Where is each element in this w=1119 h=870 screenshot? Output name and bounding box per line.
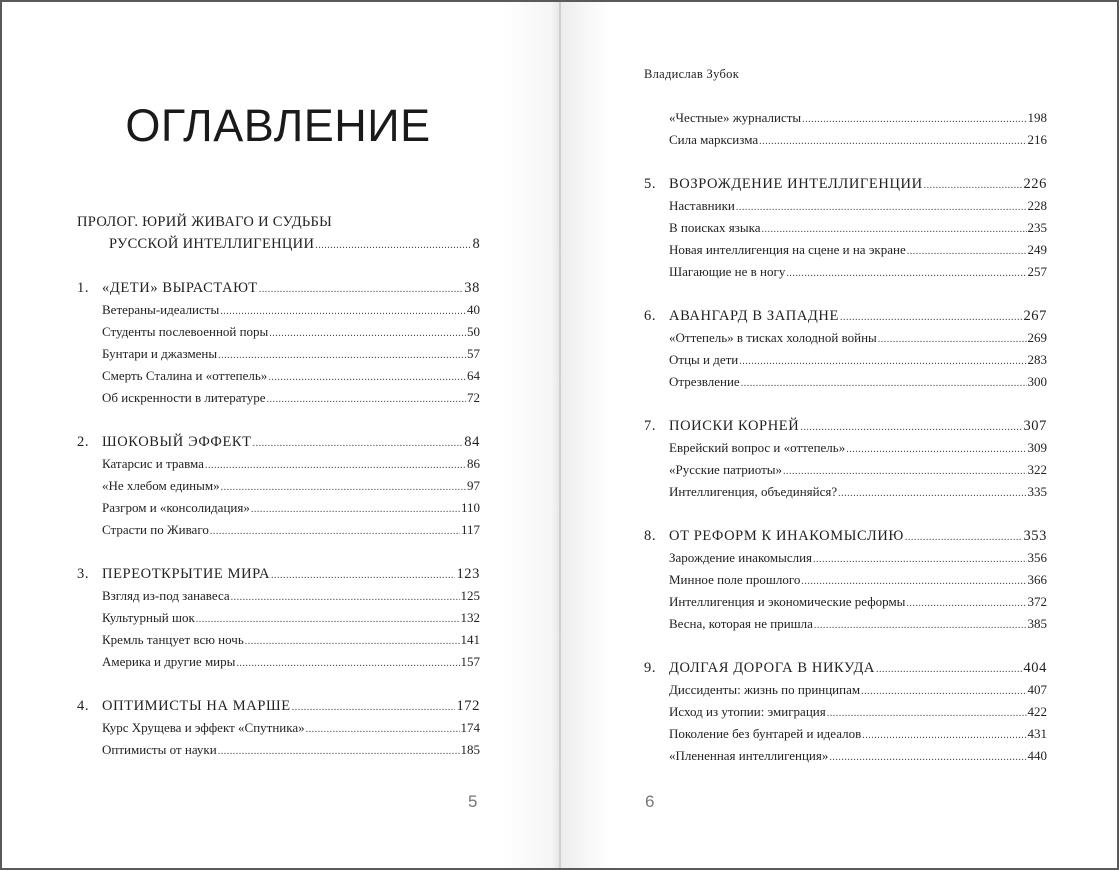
page-number: 267 bbox=[1023, 308, 1047, 324]
prolog-title-line2: РУССКОЙ ИНТЕЛЛИГЕНЦИИ bbox=[109, 236, 315, 252]
page-number: 404 bbox=[1023, 660, 1047, 676]
right-page bbox=[561, 2, 1117, 868]
entry-title: Взгляд из-под занавеса bbox=[102, 588, 230, 603]
entry-title: Оптимисты от науки bbox=[102, 742, 217, 757]
toc-continued bbox=[644, 107, 1047, 151]
toc-section-entry[interactable] bbox=[644, 745, 1047, 767]
dot-leader bbox=[838, 483, 1026, 505]
page-number: 57 bbox=[467, 346, 480, 361]
dot-leader bbox=[271, 565, 455, 587]
entry-title: ПЕРЕОТКРЫТИЕ МИРА bbox=[102, 566, 271, 582]
page-number: 185 bbox=[460, 742, 480, 757]
toc-chapter-entry[interactable] bbox=[77, 695, 480, 717]
toc-section-entry[interactable] bbox=[77, 321, 480, 343]
toc-chapter-group bbox=[77, 277, 480, 409]
entry-title: Зарождение инакомыслия bbox=[669, 550, 813, 565]
entry-title: ШОКОВЫЙ ЭФФЕКТ bbox=[102, 434, 252, 450]
page-number: 132 bbox=[460, 610, 480, 625]
dot-leader bbox=[907, 241, 1027, 263]
dot-leader bbox=[196, 609, 460, 631]
page-number: 228 bbox=[1027, 198, 1047, 213]
entry-title: Поколение без бунтарей и идеалов bbox=[669, 726, 862, 741]
page-number: 8 bbox=[472, 236, 480, 252]
page-number: 407 bbox=[1027, 682, 1047, 697]
page-number: 440 bbox=[1027, 748, 1047, 763]
toc-heading: ОГЛАВЛЕНИЕ bbox=[125, 100, 431, 151]
entry-title: Бунтари и джазмены bbox=[102, 346, 218, 361]
page-number: 125 bbox=[460, 588, 480, 603]
page-number: 283 bbox=[1027, 352, 1047, 367]
dot-leader bbox=[827, 703, 1027, 725]
page-number: 422 bbox=[1027, 704, 1047, 719]
entry-title: ОПТИМИСТЫ НА МАРШЕ bbox=[102, 698, 291, 714]
toc-section-entry[interactable] bbox=[77, 651, 480, 673]
entry-title: Исход из утопии: эмиграция bbox=[669, 704, 826, 719]
page-number: 174 bbox=[460, 720, 480, 735]
toc-section-entry[interactable] bbox=[77, 475, 480, 497]
dot-leader bbox=[218, 741, 460, 763]
toc-chapter-group bbox=[77, 431, 480, 541]
entry-title: Курс Хрущева и эффект «Спутника» bbox=[102, 720, 305, 735]
dot-leader bbox=[801, 571, 1026, 593]
page-number: 86 bbox=[467, 456, 480, 471]
toc-chapter-group bbox=[644, 657, 1047, 767]
page-folio: 5 bbox=[468, 792, 478, 811]
dot-leader bbox=[786, 263, 1026, 285]
page-number: 64 bbox=[467, 368, 480, 383]
dot-leader bbox=[220, 301, 466, 323]
page-number: 172 bbox=[456, 698, 480, 714]
entry-title: Весна, которая не пришла bbox=[669, 616, 813, 631]
entry-title: «ДЕТИ» ВЫРАСТАЮТ bbox=[102, 280, 258, 296]
entry-title: Новая интеллигенция на сцене и на экране bbox=[669, 242, 906, 257]
dot-leader bbox=[814, 615, 1027, 637]
page-number: 40 bbox=[467, 302, 480, 317]
dot-leader bbox=[210, 521, 460, 543]
page-number: 72 bbox=[467, 390, 480, 405]
page-number: 269 bbox=[1027, 330, 1047, 345]
page-number: 307 bbox=[1023, 418, 1047, 434]
entry-title: ПОИСКИ КОРНЕЙ bbox=[669, 418, 800, 434]
toc-section-entry[interactable] bbox=[77, 387, 480, 409]
toc-section-entry[interactable] bbox=[644, 349, 1047, 371]
page-number: 353 bbox=[1023, 528, 1047, 544]
dot-leader bbox=[218, 345, 466, 367]
toc-list bbox=[77, 211, 480, 761]
toc-list bbox=[644, 107, 1047, 767]
page-number: 226 bbox=[1023, 176, 1047, 192]
page-number: 123 bbox=[456, 566, 480, 582]
entry-title: «Оттепель» в тисках холодной войны bbox=[669, 330, 877, 345]
page-number: 157 bbox=[460, 654, 480, 669]
entry-title: Смерть Сталина и «оттепель» bbox=[102, 368, 268, 383]
dot-leader bbox=[759, 131, 1026, 153]
entry-title: Минное поле прошлого bbox=[669, 572, 801, 587]
dot-leader bbox=[783, 461, 1027, 483]
dot-leader bbox=[905, 527, 1023, 549]
toc-chapter-group bbox=[644, 173, 1047, 283]
toc-chapter-group bbox=[644, 305, 1047, 393]
page-number: 216 bbox=[1027, 132, 1047, 147]
entry-title: «Русские патриоты» bbox=[669, 462, 782, 477]
toc-section-entry[interactable] bbox=[644, 459, 1047, 481]
dot-leader bbox=[251, 499, 460, 521]
toc-section-entry[interactable] bbox=[644, 107, 1047, 129]
chapter-number: 4. bbox=[77, 698, 90, 714]
toc-section-entry[interactable] bbox=[77, 739, 480, 761]
page-number: 84 bbox=[464, 434, 480, 450]
page-number: 385 bbox=[1027, 616, 1047, 631]
dot-leader bbox=[236, 653, 459, 675]
dot-leader bbox=[292, 697, 456, 719]
entry-title: Культурный шок bbox=[102, 610, 195, 625]
page-number: 249 bbox=[1027, 242, 1047, 257]
toc-chapter-group bbox=[77, 695, 480, 761]
dot-leader bbox=[253, 433, 464, 455]
entry-title: Америка и другие миры bbox=[102, 654, 236, 669]
toc-section-entry[interactable] bbox=[644, 327, 1047, 349]
page-number: 257 bbox=[1027, 264, 1047, 279]
dot-leader bbox=[221, 477, 466, 499]
dot-leader bbox=[306, 719, 460, 741]
entry-title: ДОЛГАЯ ДОРОГА В НИКУДА bbox=[669, 660, 876, 676]
toc-section-entry[interactable] bbox=[644, 239, 1047, 261]
dot-leader bbox=[906, 593, 1026, 615]
dot-leader bbox=[315, 235, 471, 257]
page-number: 235 bbox=[1027, 220, 1047, 235]
toc-section-entry[interactable] bbox=[644, 679, 1047, 701]
dot-leader bbox=[266, 389, 466, 411]
toc-section-entry[interactable] bbox=[644, 371, 1047, 393]
toc-section-entry[interactable] bbox=[77, 343, 480, 365]
toc-section-entry[interactable] bbox=[77, 585, 480, 607]
entry-title: Об искренности в литературе bbox=[102, 390, 266, 405]
prolog-title-line1: ПРОЛОГ. ЮРИЙ ЖИВАГО И СУДЬБЫ bbox=[77, 214, 333, 230]
toc-section-entry[interactable] bbox=[77, 607, 480, 629]
page-number: 366 bbox=[1027, 572, 1047, 587]
toc-section-entry[interactable] bbox=[644, 547, 1047, 569]
toc-chapter-entry[interactable] bbox=[77, 277, 480, 299]
dot-leader bbox=[269, 323, 466, 345]
dot-leader bbox=[829, 747, 1026, 769]
toc-section-entry[interactable] bbox=[644, 481, 1047, 503]
page-number: 50 bbox=[467, 324, 480, 339]
dot-leader bbox=[761, 219, 1026, 241]
page-number: 431 bbox=[1027, 726, 1047, 741]
page-number: 372 bbox=[1027, 594, 1047, 609]
toc-section-entry[interactable] bbox=[644, 261, 1047, 283]
dot-leader bbox=[268, 367, 466, 389]
toc-section-entry[interactable] bbox=[644, 613, 1047, 635]
toc-chapter-entry[interactable] bbox=[644, 173, 1047, 195]
toc-chapter-entry[interactable] bbox=[77, 431, 480, 453]
chapter-number: 3. bbox=[77, 566, 90, 582]
chapter-number: 7. bbox=[644, 418, 657, 434]
dot-leader bbox=[924, 175, 1023, 197]
page-number: 141 bbox=[460, 632, 480, 647]
toc-section-entry[interactable] bbox=[644, 569, 1047, 591]
dot-leader bbox=[846, 439, 1026, 461]
entry-title: Интеллигенция, объединяйся? bbox=[669, 484, 838, 499]
toc-chapter-entry[interactable] bbox=[644, 657, 1047, 679]
chapter-number: 1. bbox=[77, 280, 90, 296]
entry-title: «Плененная интеллигенция» bbox=[669, 748, 829, 763]
entry-title: Студенты послевоенной поры bbox=[102, 324, 269, 339]
toc-section-entry[interactable] bbox=[77, 519, 480, 541]
entry-title: «Честные» журналисты bbox=[669, 110, 802, 125]
dot-leader bbox=[813, 549, 1026, 571]
dot-leader bbox=[245, 631, 460, 653]
toc-chapter-group bbox=[77, 563, 480, 673]
entry-title: ОТ РЕФОРМ К ИНАКОМЫСЛИЮ bbox=[669, 528, 904, 544]
dot-leader bbox=[861, 681, 1026, 703]
entry-title: «Не хлебом единым» bbox=[102, 478, 220, 493]
dot-leader bbox=[231, 587, 460, 609]
entry-title: Интеллигенция и экономические реформы bbox=[669, 594, 906, 609]
entry-title: Катарсис и травма bbox=[102, 456, 204, 471]
dot-leader bbox=[736, 197, 1027, 219]
entry-title: Отрезвление bbox=[669, 374, 740, 389]
page-number: 309 bbox=[1027, 440, 1047, 455]
toc-section-entry[interactable] bbox=[644, 437, 1047, 459]
page-number: 356 bbox=[1027, 550, 1047, 565]
toc-section-entry[interactable] bbox=[77, 629, 480, 651]
toc-prolog[interactable] bbox=[77, 211, 480, 255]
entry-title: В поисках языка bbox=[669, 220, 761, 235]
toc-section-entry[interactable] bbox=[644, 129, 1047, 151]
page-number: 110 bbox=[460, 500, 480, 515]
page-number: 97 bbox=[467, 478, 480, 493]
toc-section-entry[interactable] bbox=[644, 195, 1047, 217]
page-number: 322 bbox=[1027, 462, 1047, 477]
chapter-number: 9. bbox=[644, 660, 657, 676]
dot-leader bbox=[878, 329, 1027, 351]
dot-leader bbox=[741, 373, 1027, 395]
toc-section-entry[interactable] bbox=[644, 217, 1047, 239]
page-number: 335 bbox=[1027, 484, 1047, 499]
toc-section-entry[interactable] bbox=[644, 723, 1047, 745]
dot-leader bbox=[259, 279, 464, 301]
entry-title: Сила марксизма bbox=[669, 132, 759, 147]
dot-leader bbox=[802, 109, 1026, 131]
toc-chapter-entry[interactable] bbox=[644, 415, 1047, 437]
entry-title: Страсти по Живаго bbox=[102, 522, 209, 537]
dot-leader bbox=[739, 351, 1026, 373]
page-number: 198 bbox=[1027, 110, 1047, 125]
dot-leader bbox=[876, 659, 1022, 681]
entry-title: Кремль танцует всю ночь bbox=[102, 632, 244, 647]
entry-title: Шагающие не в ногу bbox=[669, 264, 786, 279]
chapter-number: 8. bbox=[644, 528, 657, 544]
left-page bbox=[2, 2, 559, 868]
entry-title: Разгром и «консолидация» bbox=[102, 500, 250, 515]
toc-chapter-group bbox=[644, 415, 1047, 503]
toc-chapter-entry[interactable] bbox=[644, 525, 1047, 547]
toc-section-entry[interactable] bbox=[644, 591, 1047, 613]
toc-chapter-entry[interactable] bbox=[77, 563, 480, 585]
entry-title: Еврейский вопрос и «оттепель» bbox=[669, 440, 846, 455]
chapter-number: 2. bbox=[77, 434, 90, 450]
page-number: 117 bbox=[460, 522, 480, 537]
entry-title: Диссиденты: жизнь по принципам bbox=[669, 682, 861, 697]
dot-leader bbox=[862, 725, 1026, 747]
dot-leader bbox=[205, 455, 466, 477]
toc-section-entry[interactable] bbox=[77, 365, 480, 387]
chapter-number: 5. bbox=[644, 176, 657, 192]
entry-title: Наставники bbox=[669, 198, 735, 213]
entry-title: ВОЗРОЖДЕНИЕ ИНТЕЛЛИГЕНЦИИ bbox=[669, 176, 923, 192]
entry-title: АВАНГАРД В ЗАПАДНЕ bbox=[669, 308, 839, 324]
page-number: 38 bbox=[464, 280, 480, 296]
page-folio: 6 bbox=[645, 792, 655, 811]
entry-title: Ветераны-идеалисты bbox=[102, 302, 220, 317]
toc-chapter-entry[interactable] bbox=[644, 305, 1047, 327]
toc-section-entry[interactable] bbox=[644, 701, 1047, 723]
running-head: Владислав Зубок bbox=[644, 67, 740, 81]
dot-leader bbox=[800, 417, 1022, 439]
page-number: 300 bbox=[1027, 374, 1047, 389]
dot-leader bbox=[840, 307, 1023, 329]
toc-chapter-group bbox=[644, 525, 1047, 635]
toc-section-entry[interactable] bbox=[77, 453, 480, 475]
entry-title: Отцы и дети bbox=[669, 352, 739, 367]
toc-section-entry[interactable] bbox=[77, 299, 480, 321]
chapter-number: 6. bbox=[644, 308, 657, 324]
toc-section-entry[interactable] bbox=[77, 717, 480, 739]
toc-section-entry[interactable] bbox=[77, 497, 480, 519]
